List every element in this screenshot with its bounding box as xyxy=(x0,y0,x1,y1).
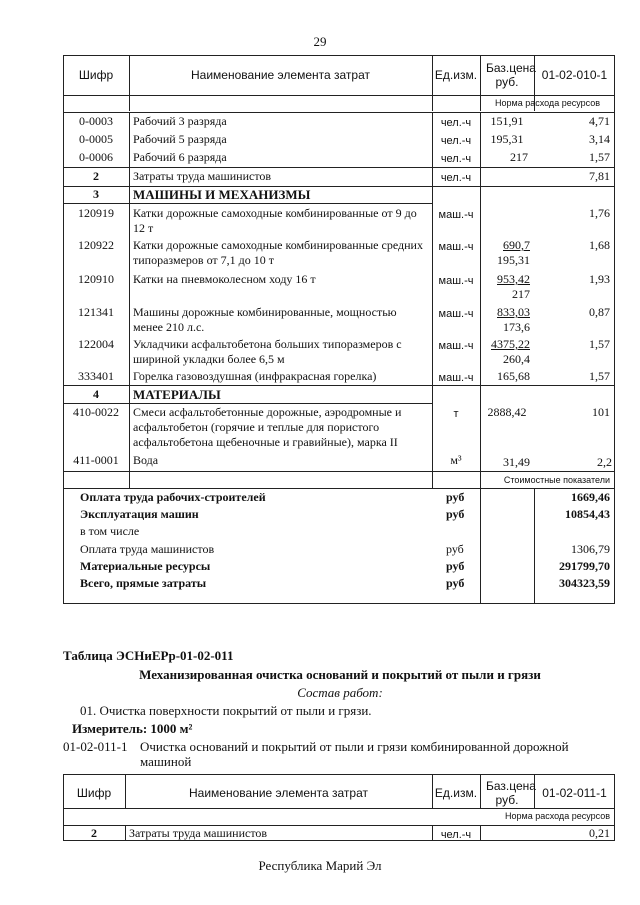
row-price-2: 260,4 xyxy=(503,352,530,366)
row-code: 120910 xyxy=(78,272,114,286)
row-price: 165,68 xyxy=(497,369,530,383)
summary-unit: руб xyxy=(446,576,465,590)
row-name: Горелка газовоздушная (инфракрасная горелка) xyxy=(133,369,377,383)
row-unit: чел.-ч xyxy=(440,153,472,165)
row-name: Смеси асфальтобетонные дорожные, аэродромные и асфальтобетон (горячие и теплые для пористого асфальтобетона щебеночные и гравийные), марка II xyxy=(133,405,402,449)
header-price: Баз.цена руб. xyxy=(486,779,536,807)
row-unit: чел.-ч xyxy=(440,829,472,841)
summary-name: Эксплуатация машин xyxy=(80,507,199,521)
page-number: 29 xyxy=(313,34,327,49)
row-name: Рабочий 6 разряда xyxy=(133,150,227,164)
summary-name: в том числе xyxy=(80,524,140,538)
row-norm: 0,21 xyxy=(589,826,610,840)
row-code: 121341 xyxy=(78,305,114,319)
header-name: Наименование элемента затрат xyxy=(191,68,370,82)
row-norm: 3,14 xyxy=(589,132,610,146)
summary-value: 1669,46 xyxy=(571,490,610,504)
norm-label: Норма расхода ресурсов xyxy=(495,98,600,108)
row-code: 411-0001 xyxy=(73,453,119,467)
summary-value: 1306,79 xyxy=(571,542,610,556)
row-unit: чел.-ч xyxy=(440,135,472,147)
row-norm: 1,93 xyxy=(589,272,610,286)
row-price-2: 195,31 xyxy=(497,253,530,267)
row-price: 833,03 xyxy=(497,305,530,319)
summary-name: Всего, прямые затраты xyxy=(80,576,207,590)
row-unit: маш.-ч xyxy=(438,308,474,320)
row-code: 4 xyxy=(93,387,99,401)
header-unit: Ед.изм. xyxy=(434,68,478,82)
row-name: Вода xyxy=(133,453,159,467)
header-code: Шифр xyxy=(76,786,112,800)
header-norm-code: 01-02-010-1 xyxy=(541,68,608,82)
row-name: Укладчики асфальтобетона больших типоразмеров с шириной укладки более 6,5 м xyxy=(133,337,402,366)
row-name: Затраты труда машинистов xyxy=(133,169,272,183)
row-price: 31,49 xyxy=(503,455,530,469)
summary-value: 10854,43 xyxy=(565,507,610,521)
row-code: 122004 xyxy=(78,337,114,351)
header-code: Шифр xyxy=(78,68,114,82)
row-norm: 2,2 xyxy=(597,455,612,469)
row-code: 120919 xyxy=(78,206,114,220)
summary-unit: руб xyxy=(446,542,464,556)
row-name: Катки на пневмоколесном ходу 16 т xyxy=(133,272,316,286)
row-norm: 7,81 xyxy=(589,169,610,183)
summary-unit: руб xyxy=(446,490,465,504)
row-norm: 1,68 xyxy=(589,238,610,252)
row-name: Машины дорожные комбинированные, мощностью менее 210 л.с. xyxy=(133,305,397,334)
row-unit: чел.-ч xyxy=(440,172,472,184)
row-code: 3 xyxy=(93,187,99,201)
row-price: 4375,22 xyxy=(491,337,530,351)
section-subtitle: Механизированная очистка оснований и покрытий от пыли и грязи xyxy=(139,667,541,682)
cost-label: Стоимостные показатели xyxy=(503,475,610,485)
summary-value: 291799,70 xyxy=(559,559,610,573)
row-norm: 1,76 xyxy=(589,206,610,220)
row-name: Затраты труда машинистов xyxy=(129,826,268,840)
row-price-2: 173,6 xyxy=(503,320,530,334)
row-name: Рабочий 3 разряда xyxy=(133,114,227,128)
row-code: 333401 xyxy=(78,369,114,383)
work-item: 01. Очистка поверхности покрытий от пыли и грязи. xyxy=(80,703,372,718)
summary-name: Оплата труда рабочих-строителей xyxy=(80,490,266,504)
row-price: 690,7 xyxy=(503,238,530,252)
row-code: 2 xyxy=(91,826,97,840)
row-price: 151,91 xyxy=(490,114,524,128)
row-unit: маш.-ч xyxy=(438,372,474,384)
row-name: МАТЕРИАЛЫ xyxy=(133,387,221,402)
row-price: 217 xyxy=(510,150,528,164)
measure: Измеритель: 1000 м² xyxy=(72,721,193,736)
row-name: МАШИНЫ И МЕХАНИЗМЫ xyxy=(133,187,311,202)
row-unit: м³ xyxy=(450,453,462,467)
row-norm: 1,57 xyxy=(589,150,610,164)
footer: Республика Марий Эл xyxy=(258,858,382,873)
row-norm: 4,71 xyxy=(589,114,610,128)
row-code: 0-0006 xyxy=(79,150,113,164)
row-unit: маш.-ч xyxy=(438,209,474,221)
table-title: Таблица ЭСНиЕРр-01-02-011 xyxy=(63,648,234,663)
row-code: 410-0022 xyxy=(73,405,119,419)
item-text: Очистка оснований и покрытий от пыли и грязи комбинированной дорожной машиной xyxy=(140,739,569,769)
summary-name: Оплата труда машинистов xyxy=(80,542,215,556)
row-name: Катки дорожные самоходные комбинированные от 9 до 12 т xyxy=(133,206,417,235)
norm-label: Норма расхода ресурсов xyxy=(505,811,610,821)
work-label: Состав работ: xyxy=(297,685,383,700)
summary-name: Материальные ресурсы xyxy=(80,559,211,573)
row-unit: маш.-ч xyxy=(438,241,474,253)
row-code: 120922 xyxy=(78,238,114,252)
summary-value: 304323,59 xyxy=(559,576,610,590)
row-unit: маш.-ч xyxy=(438,275,474,287)
row-price: 2888,42 xyxy=(487,405,527,419)
row-norm: 101 xyxy=(592,405,610,419)
row-price: 195,31 xyxy=(490,132,524,146)
row-name: Рабочий 5 разряда xyxy=(133,132,227,146)
header-unit: Ед.изм. xyxy=(434,786,478,800)
row-code: 0-0005 xyxy=(79,132,113,146)
header-name: Наименование элемента затрат xyxy=(189,786,368,800)
row-name: Катки дорожные самоходные комбинированные средних типоразмеров от 7,1 до 10 т xyxy=(133,238,423,267)
row-norm: 0,87 xyxy=(589,305,610,319)
row-code: 2 xyxy=(93,169,99,183)
row-price: 953,42 xyxy=(497,272,530,286)
summary-unit: руб xyxy=(446,559,465,573)
row-unit: маш.-ч xyxy=(438,340,474,352)
row-unit: чел.-ч xyxy=(440,117,472,129)
row-unit: т xyxy=(453,408,459,420)
header-norm-code: 01-02-011-1 xyxy=(542,786,607,800)
row-code: 0-0003 xyxy=(79,114,113,128)
row-norm: 1,57 xyxy=(589,369,610,383)
summary-unit: руб xyxy=(446,507,465,521)
item-code: 01-02-011-1 xyxy=(63,739,128,754)
row-norm: 1,57 xyxy=(589,337,610,351)
row-price-2: 217 xyxy=(512,287,530,301)
header-price: Баз.цена руб. xyxy=(486,61,536,89)
